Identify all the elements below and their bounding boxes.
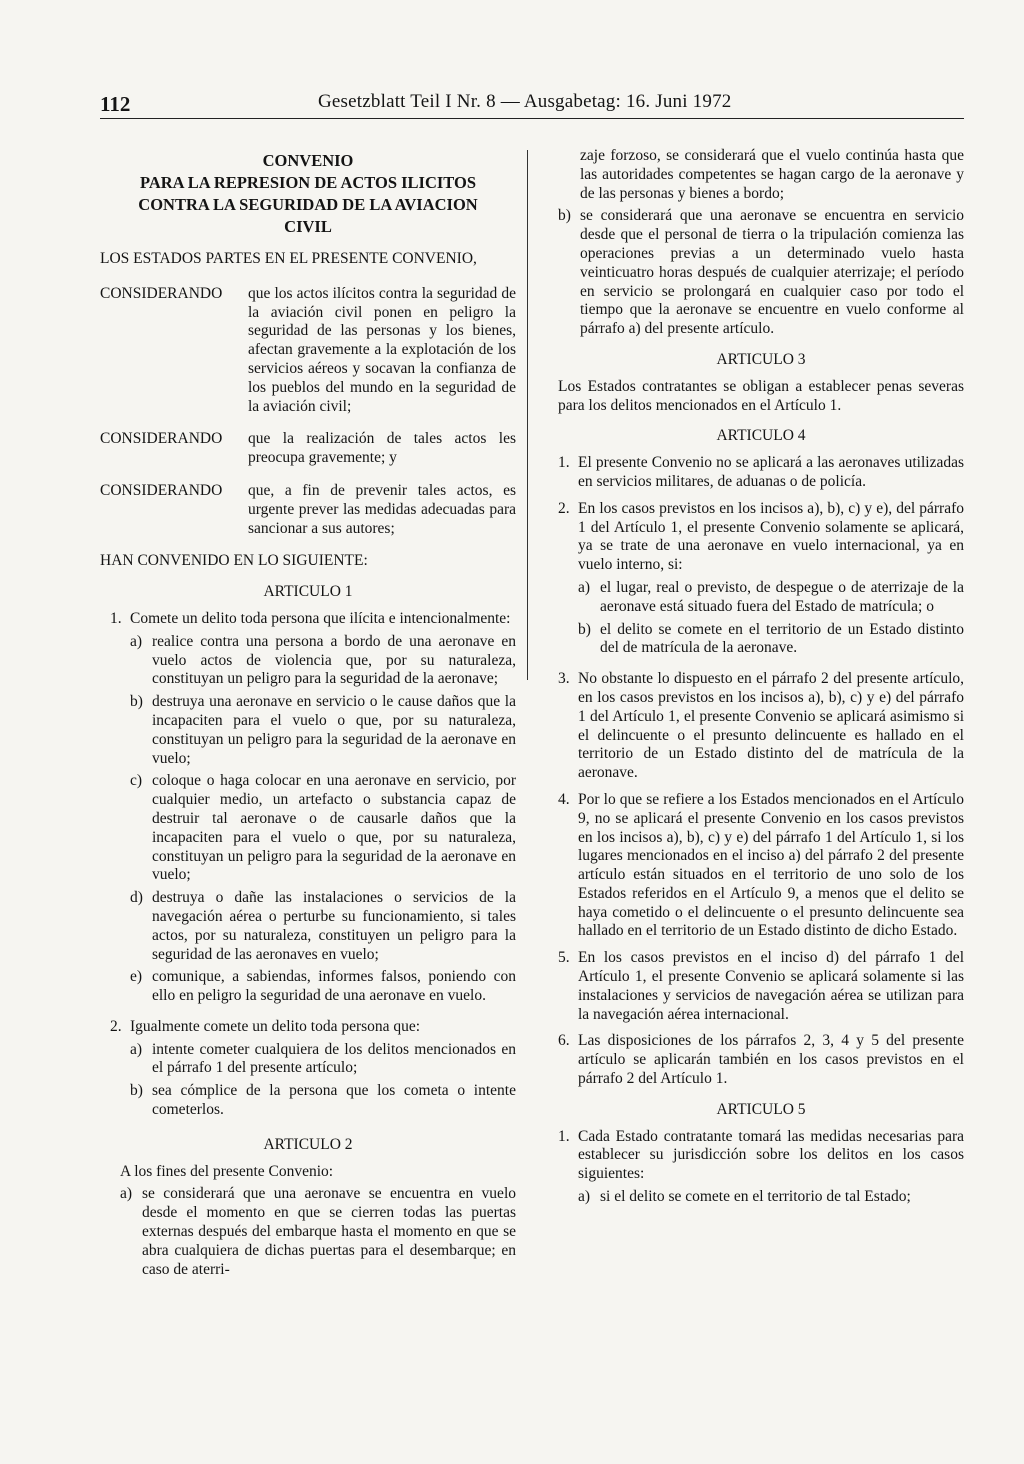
subitem xyxy=(130,693,516,768)
subitem-letter: c) xyxy=(130,772,143,790)
considerando-label: CONSIDERANDO xyxy=(100,284,223,302)
paragraph-text: No obstante lo dispuesto en el párrafo 2 del presente artículo, en los casos previstos en los incisos a), b), c) y e) del párrafo 1 del Artículo 1, el presente Convenio se aplicará asimismo si el delincuente o el presunto delincuente es hallado en el territorio de un Estado distinto del de matrícula de la aeronave. xyxy=(578,670,964,782)
convention-title xyxy=(100,150,516,238)
paragraph-number: 4. xyxy=(558,790,570,808)
article-heading: ARTICULO 4 xyxy=(716,427,806,445)
paragraph-text: En los casos previstos en el inciso d) del párrafo 1 del Artículo 1, el presente Convenio se aplicará solamente si las instalaciones y servicios de navegación aérea se utilizan para la navegación aérea internacional. xyxy=(578,949,964,1023)
subitem-letter: e) xyxy=(130,968,143,986)
subitem xyxy=(558,207,964,339)
article-paragraph xyxy=(110,1018,516,1124)
article-heading: ARTICULO 1 xyxy=(263,583,353,601)
paragraph-text: Comete un delito toda persona que ilícita e intencionalmente: xyxy=(130,609,511,627)
subitem-letter: a) xyxy=(578,578,591,596)
preamble-intro: LOS ESTADOS PARTES EN EL PRESENTE CONVENIO, xyxy=(100,250,477,267)
article-text: Los Estados contratantes se obligan a establecer penas severas para los delitos mencionados en el Artículo 1. xyxy=(558,377,964,414)
gazette-title: Gesetzblatt Teil I Nr. 8 — Ausgabetag: 16. Juni 1972 xyxy=(318,91,732,112)
article-paragraph xyxy=(558,454,964,492)
article-heading: ARTICULO 5 xyxy=(716,1100,806,1118)
subitem xyxy=(578,579,964,617)
considerando-label: CONSIDERANDO xyxy=(100,430,223,448)
title-line: CONTRA LA SEGURIDAD DE LA AVIACION xyxy=(138,195,478,214)
subitem-text: si el delito se comete en el territorio de tal Estado; xyxy=(600,1188,911,1206)
subitem-text: destruya o dañe las instalaciones o servicios de la navegación aérea o perturbe su funcionamiento, si tales actos, por su naturaleza, constituyen un peligro para la seguridad de las aeronaves en vuelo; xyxy=(152,889,516,963)
paragraph-number: 5. xyxy=(558,949,570,967)
paragraph-number: 1. xyxy=(110,609,122,627)
subitem xyxy=(130,1082,516,1120)
paragraph-number: 1. xyxy=(558,1127,570,1145)
paragraph-text: Cada Estado contratante tomará las medidas necesarias para establecer su jurisdicción sobre los delitos en los casos siguientes: xyxy=(578,1127,964,1183)
paragraph-number: 3. xyxy=(558,670,570,688)
article-paragraph xyxy=(558,949,964,1024)
paragraph-number: 1. xyxy=(558,454,570,472)
header-rule xyxy=(100,118,964,119)
subitem xyxy=(578,1188,964,1207)
article-paragraph xyxy=(110,610,516,1010)
paragraph-number: 2. xyxy=(110,1017,122,1035)
subitem-letter: a) xyxy=(120,1185,133,1203)
right-column xyxy=(558,147,964,1215)
subitem-text: el lugar, real o previsto, de despegue o de aterrizaje de la aeronave está situado fuera del Estado de matrícula; o xyxy=(600,578,964,615)
title-line: CONVENIO xyxy=(262,151,354,170)
page-number: 112 xyxy=(100,92,131,116)
page-header xyxy=(0,88,1024,128)
subitem xyxy=(130,889,516,964)
paragraph-number: 2. xyxy=(558,499,570,517)
column-divider xyxy=(527,150,528,680)
article-paragraph xyxy=(558,791,964,941)
considerando-label: CONSIDERANDO xyxy=(100,481,223,499)
subitem-text: realice contra una persona a bordo de una aeronave en vuelo actos de violencia que, por su naturaleza, constituyan un peligro para la seguridad de la aeronave; xyxy=(152,632,516,688)
considerando-text: que los actos ilícitos contra la seguridad de la aviación civil ponen en peligro la seguridad de las personas y los bienes, afectan gravemente a la explotación de los servicios aéreos y socavan la confianza de los pueblos del mundo en la seguridad de la aviación civil; xyxy=(248,284,516,415)
article-heading: ARTICULO 3 xyxy=(716,350,806,368)
subitem-text: el delito se comete en el territorio de un Estado distinto del de matrícula de la aeronave. xyxy=(600,620,964,657)
considerando-clause xyxy=(100,285,516,417)
title-line: PARA LA REPRESION DE ACTOS ILICITOS xyxy=(139,173,477,192)
paragraph-text: En los casos previstos en los incisos a), b), c) y e), del párrafo 1 del Artículo 1, el presente Convenio solamente se aplicará, ya se trate de una aeronave en vuelo internacional, ya en vuelo interno, si: xyxy=(578,499,964,574)
subitem-letter: b) xyxy=(130,693,143,711)
considerando-clause xyxy=(100,482,516,538)
subitem-letter: a) xyxy=(578,1188,591,1206)
article-intro: A los fines del presente Convenio: xyxy=(120,1162,334,1180)
subitem xyxy=(130,968,516,1006)
subitem-text: coloque o haga colocar en una aeronave en servicio, por cualquier medio, un artefacto o substancia capaz de destruir tal aeronave o de causarle daños que la incapaciten para el vuelo o que, por su naturaleza, constituyan un peligro para la seguridad de la aeronave en vuelo; xyxy=(152,772,516,884)
article-paragraph xyxy=(558,500,964,662)
paragraph-text: El presente Convenio no se aplicará a las aeronaves utilizadas en servicios militares, de aduanas o de policía. xyxy=(578,454,964,490)
subitem-letter: b) xyxy=(130,1082,143,1100)
article-paragraph xyxy=(558,670,964,783)
subitem-letter: b) xyxy=(578,620,591,638)
left-column xyxy=(100,150,516,1283)
considerando-text: que, a fin de prevenir tales actos, es urgente prever las medidas adecuadas para sancionar a sus autores; xyxy=(248,481,516,537)
subitem-continuation: zaje forzoso, se considerará que el vuelo continúa hasta que las autoridades competentes se hagan cargo de la aeronave y de las personas y bienes a bordo; xyxy=(580,147,964,202)
subitem xyxy=(130,633,516,689)
subitem-text: intente cometer cualquiera de los delitos mencionados en el párrafo 1 del presente artículo; xyxy=(152,1040,516,1077)
subitem-text: se considerará que una aeronave se encuentra en vuelo desde el momento en que se cierren todas las puertas externas después del embarque hasta el momento en que se abra cualquiera de dichas puertas para el desembarque; en caso de aterri- xyxy=(142,1185,516,1278)
subitem-letter: b) xyxy=(558,207,571,225)
paragraph-text: Por lo que se refiere a los Estados mencionados en el Artículo 9, no se aplicará el presente Convenio en los casos previstos en los incisos a), b), c) y e) del párrafo 1 del Artículo 1, si los lugares mencionados en el inciso a) del párrafo 2 del presente artículo están situados en el territorio de uno solo de los Estados referidos en el Artículo 9, a menos que el delito se haya cometido o el delincuente o el presunto delincuente sea hallado en el territorio de un Estado distinto de dicho Estado. xyxy=(578,790,964,940)
subitem-letter: a) xyxy=(130,632,143,650)
paragraph-text: Igualmente comete un delito toda persona que: xyxy=(130,1017,421,1035)
subitem-letter: a) xyxy=(130,1040,143,1058)
considerando-clause xyxy=(100,430,516,468)
considerando-text: que la realización de tales actos les preocupa gravemente; y xyxy=(248,430,516,467)
article-paragraph xyxy=(558,1128,964,1211)
paragraph-number: 6. xyxy=(558,1032,570,1050)
han-convenido: HAN CONVENIDO EN LO SIGUIENTE: xyxy=(100,552,368,570)
subitem-text: destruya una aeronave en servicio o le cause daños que la incapaciten para el vuelo o que, por su naturaleza, constituyan un peligro para la seguridad de la aeronave en vuelo; xyxy=(152,693,516,767)
subitem-letter: d) xyxy=(130,889,143,907)
subitem xyxy=(578,621,964,659)
article-heading: ARTICULO 2 xyxy=(263,1135,353,1153)
subitem-text: sea cómplice de la persona que los cometa o intente cometerlos. xyxy=(152,1082,516,1119)
subitem xyxy=(130,772,516,885)
subitem xyxy=(120,1185,516,1279)
subitem-text: comunique, a sabiendas, informes falsos, poniendo con ello en peligro la seguridad de una aeronave en vuelo. xyxy=(152,968,516,1005)
title-line: CIVIL xyxy=(284,217,332,236)
paragraph-text: Las disposiciones de los párrafos 2, 3, 4 y 5 del presente artículo se aplicarán también en los casos previstos en el párrafo 2 del Artículo 1. xyxy=(578,1032,964,1088)
subitem xyxy=(130,1041,516,1079)
subitem-text: se considerará que una aeronave se encuentra en servicio desde que el personal de tierra o la tripulación comienza las operaciones previas a un determinado vuelo hasta veinticuatro horas después de cualquier aterrizaje; el período en servicio se prolongará en cualquier caso por todo el tiempo que la aeronave se encuentre en vuelo conforme al párrafo a) del presente artículo. xyxy=(580,207,964,338)
article-paragraph xyxy=(558,1032,964,1088)
